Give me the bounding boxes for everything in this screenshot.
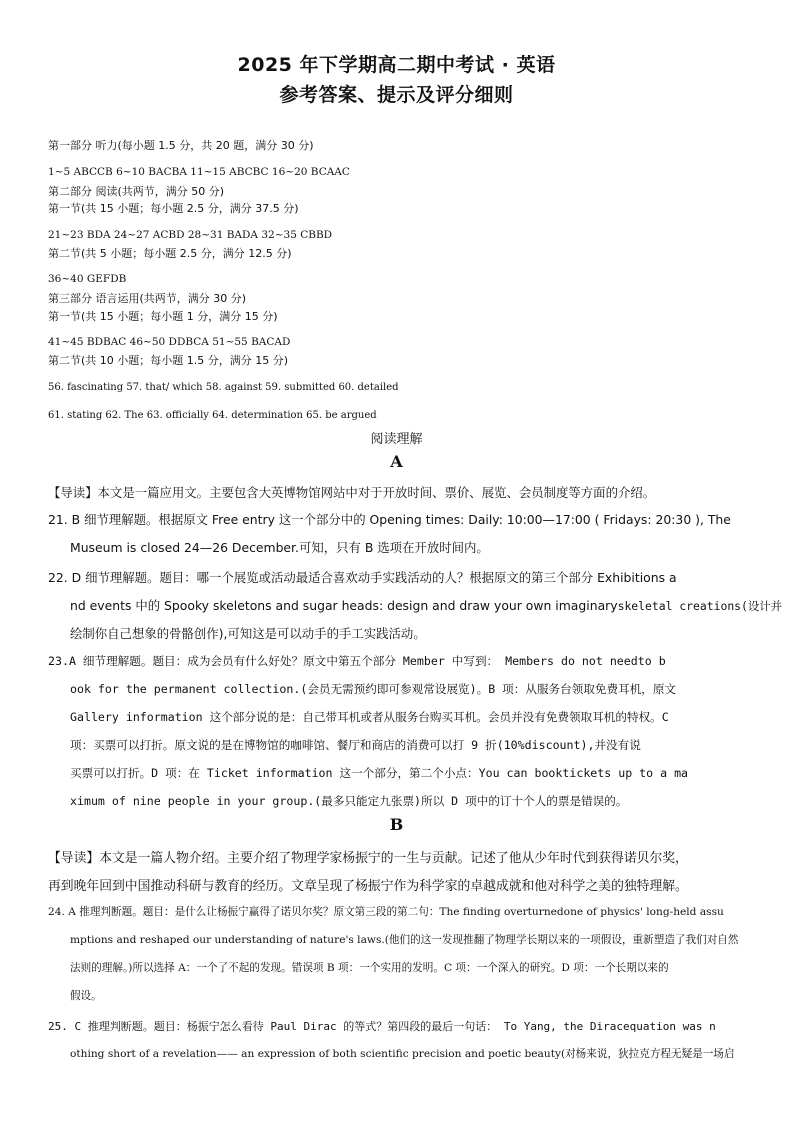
part1-keys: 1~5 ABCCB 6~10 BACBA 11~15 ABCBC 16~20 BCAAC bbox=[48, 166, 350, 178]
q22-line3: 绘制你自己想象的骨骼创作),可知这是可以动手的手工实践活动。 bbox=[70, 626, 426, 641]
part2-heading: 第二部分 阅读(共两节，满分 50 分) bbox=[48, 185, 225, 198]
q23-line2: ook for the permanent collection.(会员无需预约即可参观常设展览)。B 项：从服务台领取免费耳机，原文 bbox=[70, 682, 677, 696]
part2-section1-keys: 21~23 BDA 24~27 ACBD 28~31 BADA 32~35 CBBD bbox=[48, 229, 333, 241]
passage-b-label: B bbox=[389, 815, 404, 834]
q23-line5: 买票可以打折。D 项：在 Ticket information 这一个部分，第二个小点：You can booktickets up to a ma bbox=[70, 766, 689, 780]
q23-line1: 23.A 细节理解题。题目：成为会员有什么好处？原文中第五个部分 Member 中写到： Members do not needto b bbox=[48, 654, 666, 668]
page-title: 2025 年下学期高二期中考试 · 英语 bbox=[237, 54, 556, 76]
q24-line4: 假设。 bbox=[70, 990, 102, 1002]
part3-section2-heading: 第二节(共 10 小题；每小题 1.5 分，满分 15 分) bbox=[48, 354, 289, 367]
part2-section2-keys: 36~40 GEFDB bbox=[48, 273, 127, 285]
q21-line2: Museum is closed 24—26 December.可知，只有 B 选项在开放时间内。 bbox=[70, 540, 489, 555]
q24-line2: mptions and reshaped our understanding of nature's laws.(他们的这一发现推翻了物理学长期以来的一项假设，重新塑造了我们对自然 bbox=[70, 934, 739, 946]
q25-line1: 25. C 推理判断题。题目：杨振宁怎么看待 Paul Dirac 的等式？第四段的最后一句话： To Yang, the Diracequation was n bbox=[48, 1020, 716, 1033]
passage-b-intro-line1: 【导读】本文是一篇人物介绍。主要介绍了物理学家杨振宁的一生与贡献。记述了他从少年时代到获得诺贝尔奖， bbox=[48, 851, 688, 866]
part3-section1-keys: 41~45 BDBAC 46~50 DDBCA 51~55 BACAD bbox=[48, 336, 291, 348]
part2-section1-heading: 第一节(共 15 小题；每小题 2.5 分，满分 37.5 分) bbox=[48, 202, 299, 215]
q22-line1: 22. D 细节理解题。题目：哪一个展览或活动最适合喜欢动手实践活动的人？根据原文的第三个部分 Exhibitions a bbox=[48, 570, 677, 585]
part3-section2-keys-a: 56. fascinating 57. that/ which 58. against 59. submitted 60. detailed bbox=[48, 382, 399, 393]
q23-line6: ximum of nine people in your group.(最多只能定九张票)所以 D 项中的订十个人的票是错误的。 bbox=[70, 794, 628, 808]
part3-section2-keys-b: 61. stating 62. The 63. officially 64. determination 65. be argued bbox=[48, 410, 377, 421]
page-subtitle: 参考答案、提示及评分细则 bbox=[279, 84, 514, 106]
q24-line3: 法则的理解。)所以选择 A：一个了不起的发现。错误项 B 项：一个实用的发明。C 项：一个深入的研究。D 项：一个长期以来的 bbox=[70, 962, 669, 974]
passage-b-intro-line2: 再到晚年回到中国推动科研与教育的经历。文章呈现了杨振宁作为科学家的卓越成就和他对科学之美的独特理解。 bbox=[48, 879, 688, 894]
q23-line3: Gallery information 这个部分说的是：自己带耳机或者从服务台购买耳机。会员并没有免费领取耳机的特权。C bbox=[70, 710, 669, 724]
q22-line2-text: nd events 中的 Spooky skeletons and sugar heads: design and draw your own imaginary bbox=[70, 598, 618, 613]
q21-line1: 21. B 细节理解题。根据原文 Free entry 这一个部分中的 Opening times: Daily: 10:00—17:00 ( Fridays: 20:30 ), The bbox=[48, 512, 731, 527]
part1-heading: 第一部分 听力(每小题 1.5 分，共 20 题，满分 30 分) bbox=[48, 139, 314, 152]
part2-section2-heading: 第二节(共 5 小题；每小题 2.5 分，满分 12.5 分) bbox=[48, 247, 292, 260]
passage-a-intro: 【导读】本文是一篇应用文。主要包含大英博物馆网站中对于开放时间、票价、展览、会员制度等方面的介绍。 bbox=[48, 485, 656, 500]
q22-line2 bbox=[70, 596, 783, 614]
q22-line2-mono: skeletal creations(设计并 bbox=[617, 599, 783, 613]
q23-line4: 项：买票可以打折。原文说的是在博物馆的咖啡馆、餐厅和商店的消费可以打 9 折(10%discount),并没有说 bbox=[70, 738, 641, 752]
part3-section1-heading: 第一节(共 15 小题；每小题 1 分，满分 15 分) bbox=[48, 310, 278, 323]
passage-a-label: A bbox=[390, 452, 403, 471]
q24-line1: 24. A 推理判断题。题目：是什么让杨振宁赢得了诺贝尔奖？原文第三段的第二句：The finding overturnedone of physics' long-held assu bbox=[48, 906, 724, 918]
q25-line2: othing short of a revelation—— an expression of both scientific precision and poetic beauty(对杨来说，狄拉克方程无疑是一场启 bbox=[70, 1048, 735, 1060]
reading-heading: 阅读理解 bbox=[370, 432, 423, 447]
part3-heading: 第三部分 语言运用(共两节，满分 30 分) bbox=[48, 292, 247, 305]
